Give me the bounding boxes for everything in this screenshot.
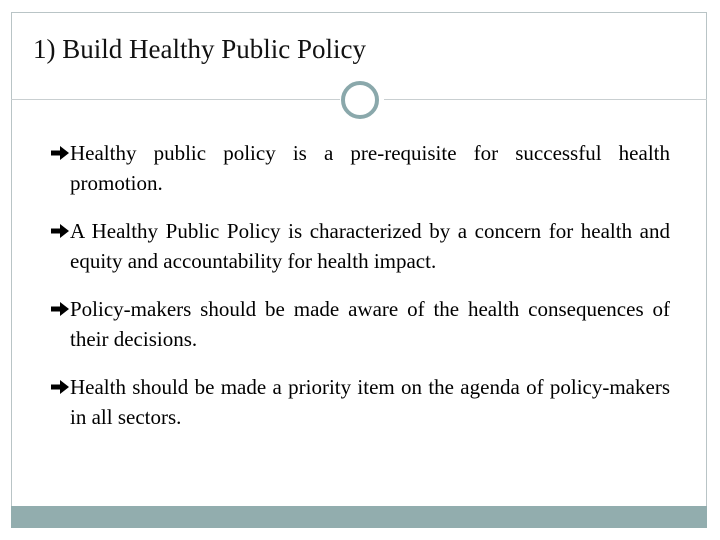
- slide-title: 1) Build Healthy Public Policy: [33, 34, 366, 64]
- bullet-item: [50, 372, 670, 432]
- divider-ring-ornament: [341, 81, 379, 119]
- bullet-item: [50, 216, 670, 276]
- arrow-right-icon: [50, 301, 70, 317]
- bullet-item: [50, 294, 670, 354]
- title-divider-left: [11, 99, 340, 100]
- bullet-text: Policy-makers should be made aware of the health consequences of their decisions.: [70, 297, 670, 351]
- arrow-right-icon: [50, 145, 70, 161]
- bullet-item: [50, 138, 670, 198]
- bullet-text: A Healthy Public Policy is characterized by a concern for health and equity and accountability for health impact.: [70, 219, 670, 273]
- bullet-list: [50, 138, 670, 450]
- bullet-text: Healthy public policy is a pre-requisite for successful health promotion.: [70, 141, 670, 195]
- title-divider-right: [384, 99, 707, 100]
- bullet-text: Health should be made a priority item on the agenda of policy-makers in all sectors.: [70, 375, 670, 429]
- arrow-right-icon: [50, 379, 70, 395]
- footer-accent-bar: [11, 506, 707, 528]
- arrow-right-icon: [50, 223, 70, 239]
